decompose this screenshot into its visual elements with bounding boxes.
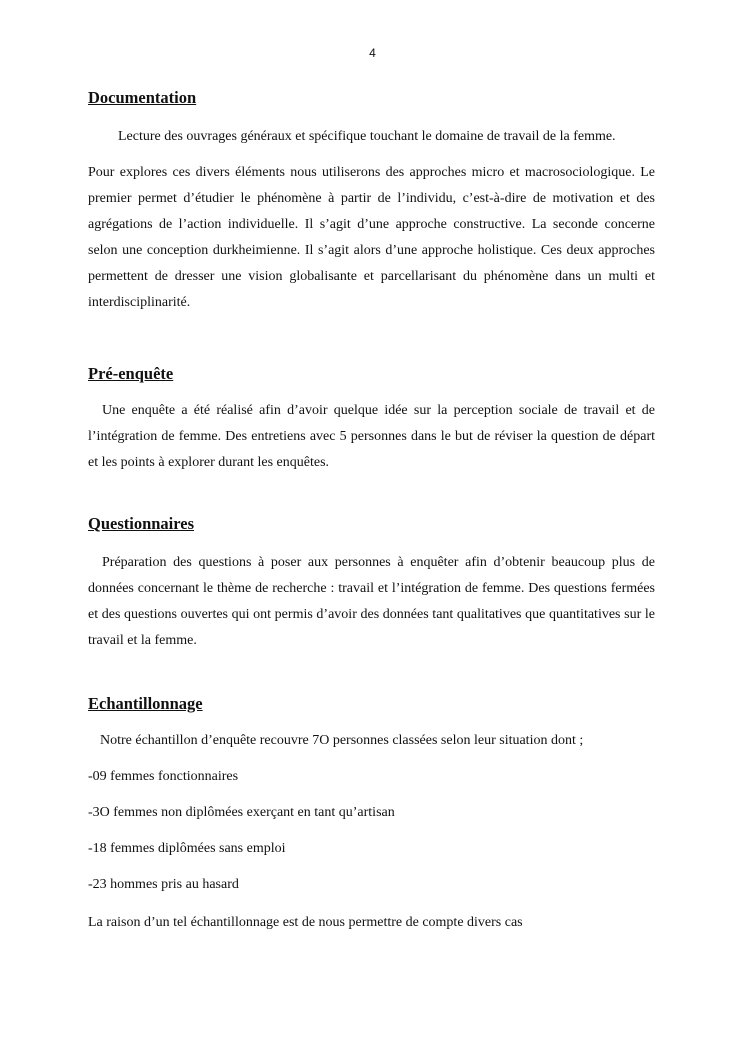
sample-list-item: -09 femmes fonctionnaires	[88, 769, 239, 784]
sample-list-item: -18 femmes diplômées sans emploi	[88, 841, 286, 856]
pre-enquete-body: Une enquête a été réalisé afin d’avoir quelque idée sur la perception sociale de travail et de l’intégration de femme. Des entretiens avec 5 personnes dans le but de réviser la question de départ et les points à explorer durant les enquêtes.	[88, 403, 655, 470]
heading-echantillonnage: Echantillonnage	[88, 694, 203, 713]
heading-documentation: Documentation	[88, 88, 197, 107]
documentation-body: Pour explores ces divers éléments nous utiliserons des approches micro et macrosociologique. Le premier permet d’étudier le phénomène à partir de l’individu, c’est-à-dire de motivation et des agrégations de l’action individuelle. Il s’agit d’une approche constructive. La seconde concerne selon une conception durkheimienne. Il s’agit alors d’une approche holistique. Ces deux approches permettent de dresser une vision globalisante et parcellarisant du phénomène dans un multi et interdisciplinarité.	[88, 165, 655, 310]
sample-list-item: -23 hommes pris au hasard	[88, 877, 239, 892]
heading-pre-enquete: Pré-enquête	[88, 364, 174, 383]
sample-list-item: -3O femmes non diplômées exerçant en tant qu’artisan	[88, 805, 395, 820]
echantillonnage-closing: La raison d’un tel échantillonnage est de nous permettre de compte divers cas	[88, 915, 523, 930]
heading-questionnaires: Questionnaires	[88, 514, 195, 533]
document-body	[88, 86, 655, 936]
documentation-lead: Lecture des ouvrages généraux et spécifique touchant le domaine de travail de la femme.	[118, 129, 616, 144]
questionnaires-body: Préparation des questions à poser aux personnes à enquêter afin d’obtenir beaucoup plus de données concernant le thème de recherche : travail et l’intégration de femme. Des questions fermées et des questions ouvertes qui ont permis d’avoir des données tant qualitatives que quantitatives sur le travail et la femme.	[88, 555, 655, 648]
echantillonnage-intro: Notre échantillon d’enquête recouvre 7O personnes classées selon leur situation dont ;	[100, 733, 584, 748]
page-number: 4	[369, 46, 376, 60]
